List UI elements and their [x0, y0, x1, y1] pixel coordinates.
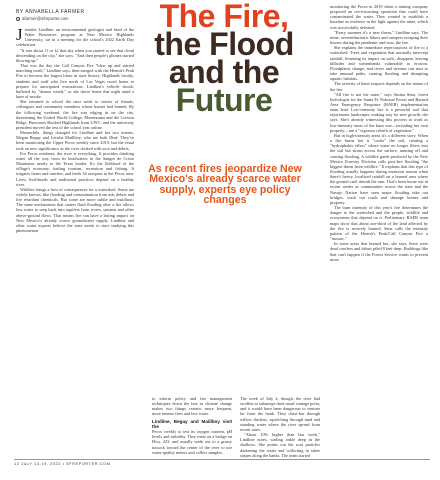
paragraph: In some areas that burned hot, she says, there were dead conifers and debris piled 8 feet deep. Buildings like that can't happen if the Forest Service wants to prevent more [330, 241, 428, 262]
headline-line-3: and the [168, 54, 280, 90]
headline-line-2: the Flood [154, 26, 294, 62]
page-folio: 12 JULY 13-19, 2022 • SFREPORTER.COM [14, 462, 111, 466]
footer-rule [14, 459, 430, 460]
paragraph: Wildfire brings a host of consequences for a watershed. Some are widely known, like flooding and contamination from ash, debris and fire retardant chemicals. But some are more subtle and insidious: The same mechanisms that causes flash flooding after a fire allows less water to seep back into aquifers from rivers, streams and other above-ground flows. That means fire can have a lasting impact on New Mexico's already scarce groundwater supply. Lindline and other water experts believe the state needs to start studying this phenomenon [16, 186, 134, 234]
paragraph: "Every summer it's a new threat," Lindline says. The mine, overenthusiastic hikers and campers escaping their houses during the pandemic and now, the fire. [330, 29, 428, 46]
paragraph: "About 10% higher than last week," Lindline notes, wading ankle deep in the shallows. She points out the soot particles darkening the water and collecting in sabre stripes along the banks. The team started [240, 432, 320, 458]
article-column-4 [330, 4, 428, 458]
deck-subtitle: As recent fires jeopardize New Mexico's already scarce water supply, experts eye policy changes [148, 163, 302, 207]
paragraph: The burn intensity of this year's fire determines the danger to the watershed and the people, wildlife and ecosystems that depend on it. Preliminary BAER team maps show that about one-third of the land affected by the fire is severely burned. Sena calls the intensity pattern of the Hermit's Peak/Calf Canyon Fire a "mosaic." [330, 205, 428, 242]
headline [142, 0, 306, 118]
paragraph: For Pecos residents, the river is everything. It provides drinking water all the way from its headwaters in the Sangre de Cristo Mountains nearly to the Texas border. It's the lifeblood of the village's economy, fueling tourism, recreation and fishing. It irrigates farms and ranches, and feeds 34 acequias in the Pecos area. Lives, livelihoods and traditional practices depend on a healthy river. [16, 150, 134, 187]
article-column-3 [240, 396, 320, 458]
article-column-2 [152, 396, 232, 458]
paragraph: to inform policy and fire management techniques down the line as climate change makes two things certain: more frequent, more intense fires and less water. [152, 396, 232, 417]
paragraph: She explains the immediate repercussions of fire to a watershed: Trees and vegetation that normally intercept rainfall, lessening its impact on soils, disappear, leaving hillsides and streambanks vulnerable to erosion. Floodplains change, and rivers and streams can start to take unusual paths, causing flooding and disrupting aquatic habitats. [330, 45, 428, 82]
paragraph: "It was about 11 or 12 that day when you started to see that cloud descending on the city," she says. "And then people's phones started blowing up." [16, 47, 134, 63]
byline-author: BY ANNABELLA FARMER [16, 9, 85, 15]
lead-paragraph: Jennifer Lindline, an environmental geologist and head of the Water Resources program at New Mexico Highlands University, sat in a meeting for the school's 2022 Earth Day celebration. [16, 27, 134, 48]
paragraph: The severity of these impacts depends on the nature of the fire. [330, 81, 428, 92]
paragraph: But in high-intensity areas it's a different story. When a fire burns hot it "cooks" the soil, creating a "hydrophobic effect" where water no longer filters into the soil but skims across the surface, running off and causing flooding. A wildfire guide produced by the New Mexico Forestry Division calls post-fire flooding "the biggest threat from wildfire." It explains that this type of flooding usually happens during monsoon season when there's heavy, localized rainfall on a burned area where the ground can't absorb the rain. That's been borne out in recent weeks as communities across the state and the Navajo Nation have seen major flooding take out bridges, wash out roads and damage homes and property. [330, 132, 428, 205]
paragraph: monitoring the Pecos in 2019 when a mining company proposed an ore-extracting operation that could have contaminated the water. They wanted to establish a baseline as evidence in the fight against the mine, which was successfully defeated. [330, 4, 428, 30]
article-column-1 [16, 27, 134, 457]
drop-cap: J [16, 27, 23, 44]
section-subhead: Lindline, Begay and Maillboy visit the [152, 418, 232, 429]
paragraph: The week of July 4, though, the river had swollen to submerge their usual vantage point, and it would have been dangerous to venture far from the bank. They chest-bar through willow thickets, squelching through mud and standing water where the river spread from recent rains. [240, 396, 320, 432]
headline-line-1: The Fire, [159, 0, 289, 34]
paragraph: Meanwhile, things changed for Lindline and her two interns, Megan Beppy and Letisha Maillboy, who are both Diné. They've been monitoring the Upper Pecos weekly since 2019, but the ritual took on new significance as the river choked with soot and debris. [16, 130, 134, 151]
byline-email[interactable] [16, 16, 69, 21]
paragraph: She returned to school the next week to stories of friends, colleagues and community members whose homes had burned. By the following weekend, the fire was edging in on the city, threatening the United World College, Montezuma and the Creston Ridge, Pinecones Booked Highlands from UWC, and the university president moved the rest of the school year online. [16, 99, 134, 130]
email-text[interactable]: afarmer@sfreporter.com [22, 16, 69, 21]
paragraph: That was the day the Calf Canyon Fire "blew up and started marching north," Lindline says, then merged with the Hermit's Peak Fire to become the largest blaze in state history. Highlands faculty, students and staff who live north of Las Vegas raced home to prepare for anticipated evacuations. Lindline's vehicle shook, buffeted by "demon winds," as she drove home that night amid a haze of smoke. [16, 63, 134, 100]
paragraph: Pecos weekly to test its oxygen content, pH levels and turbidity. They meet on a bridge on Hwy. 223, and usually wade out to a grassy tussock toward the center of the river to use water-quality meters and collect samples. [152, 429, 232, 455]
paragraph: "All fire is not the same," says Amina Sena, forest hydrologist for the Santa Fe National Forest and Burned Area Emergency Response (BAER) implementation team lead. Low-intensity fire is a powerful tool that rejuvenates landscapes, making way for new growth, she says. She's already witnessing this process at work as low-intensity areas of the burn scar—including her own property—see a "vigorous rebirth of vegetation." [330, 91, 428, 133]
at-icon [16, 17, 20, 21]
headline-line-4: Future [175, 82, 273, 118]
